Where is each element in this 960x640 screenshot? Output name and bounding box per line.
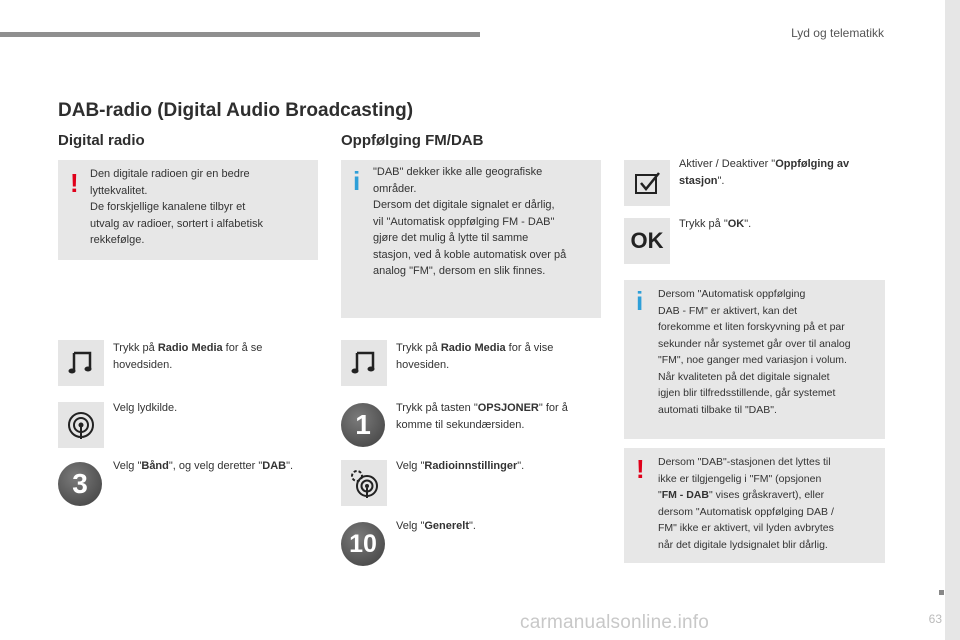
warning-icon: ! xyxy=(70,168,79,198)
top-bar xyxy=(0,32,480,37)
page-edge xyxy=(945,0,960,640)
info-icon: i xyxy=(636,286,644,316)
music-note-icon[interactable] xyxy=(58,340,104,386)
info-box-follow xyxy=(624,280,885,439)
step-radio-media-left: Trykk på Radio Media for å se hovedsiden. xyxy=(113,342,263,371)
radio-source-icon[interactable] xyxy=(58,402,104,448)
music-note-icon[interactable] xyxy=(341,340,387,386)
badge-10: 10 xyxy=(341,522,385,566)
info-text-follow: Dersom "Automatisk oppfølging DAB - FM" er aktivert, kan det forekomme et liten forskyvning på et par sekunder når systemet går over til analog "FM", noe ganger med variasjon i volum. Når kvaliteten på det digitale signalet igjen blir tilfredsstillende, går systemet automati tilbake til "DAB". xyxy=(658,288,851,416)
info-icon: i xyxy=(353,166,361,196)
badge-1: 1 xyxy=(341,403,385,447)
info-box-dab xyxy=(341,160,601,318)
page-number: 63 xyxy=(928,612,942,626)
section-title: Lyd og telematikk xyxy=(791,26,884,40)
heading-fm-dab: Oppfølging FM/DAB xyxy=(341,132,484,149)
step-toggle-follow: Aktiver / Deaktiver "Oppfølging av stasjon". xyxy=(679,158,850,187)
step-general: Velg "Generelt". xyxy=(396,520,476,532)
watermark: carmanualsonline.info xyxy=(520,612,710,633)
warning-icon: ! xyxy=(636,454,645,484)
step-press-ok: Trykk på "OK". xyxy=(679,218,752,230)
end-marker xyxy=(939,590,944,595)
warning-box-fm xyxy=(624,448,885,563)
step-radio-settings: Velg "Radioinnstillinger". xyxy=(396,460,525,472)
ok-button-icon[interactable]: OK xyxy=(624,218,670,264)
warning-text: Den digitale radioen gir en bedre lyttekvalitet. De forskjellige kanalene tilbyr et utvalg av radioer, sortert i alfabetisk rekkefølge. xyxy=(90,168,264,246)
radio-settings-icon[interactable] xyxy=(341,460,387,506)
badge-3: 3 xyxy=(58,462,102,506)
checkbox-icon[interactable] xyxy=(624,160,670,206)
warning-text-fm: Dersom "DAB"-stasjonen det lyttes til ikke er tilgjengelig i "FM" (opsjonen "FM - DAB" vises gråskravert), eller dersom "Automatisk oppfølging DAB / FM" ikke er aktivert, vil lyden avbrytes når det digitale lydsignalet blir dårlig. xyxy=(658,456,834,551)
page-title: DAB-radio (Digital Audio Broadcasting) xyxy=(58,100,414,121)
step-select-source: Velg lydkilde. xyxy=(113,402,178,414)
info-text: "DAB" dekker ikke alle geografiske områder. Dersom det digitale signalet er dårlig, vil "Automatisk oppfølging FM - DAB" gjøre det mulig å lytte til samme stasjon, ved å koble automatisk over på analog "FM", dersom en slik finnes. xyxy=(373,166,567,277)
heading-digital-radio: Digital radio xyxy=(58,132,145,149)
warning-box-digital xyxy=(58,160,318,260)
step-options: Trykk på tasten "OPSJONER" for å komme til sekundærsiden. xyxy=(396,402,568,431)
step-select-band: Velg "Bånd", og velg deretter "DAB". xyxy=(113,460,294,472)
step-radio-media-mid: Trykk på Radio Media for å vise hovesiden. xyxy=(396,342,554,371)
